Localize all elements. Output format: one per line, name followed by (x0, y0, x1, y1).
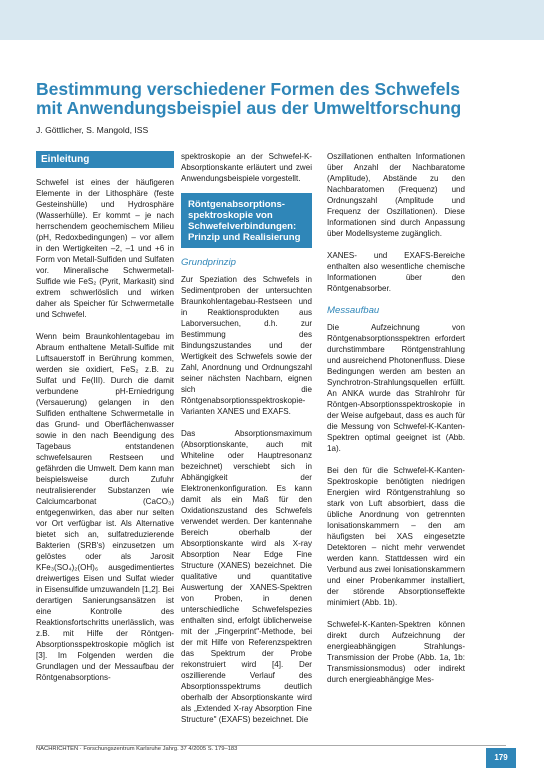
section-heading-line: Prinzip und Realisierung (188, 232, 301, 243)
paragraph: XANES- und EXAFS-Bereiche enthalten also wesentliche chemische Informationen über den Röntgenabsorber. (327, 251, 465, 293)
authors: J. Göttlicher, S. Mangold, ISS (36, 125, 149, 135)
footer-citation: NACHRICHTEN · Forschungszentrum Karlsruhe Jahrg. 37 4/2005 S. 179–183 (36, 746, 238, 752)
paragraph: Oszillationen enthalten Informationen über Anzahl der Nachbaratome (Amplitude), Abstände zu den Nachbaratomen (Frequenz) und Ordnungszahl (Amplitude und Frequenz der Oszillationen). Diese Informationen sind durch Anpassung über Modellsysteme zugänglich. (327, 152, 465, 238)
paragraph: Das Absorptionsmaximum (Absorptionskante, auch mit Whiteline oder Hauptresonanz bezeichnet) verschiebt sich in Abhängigkeit der Elektronenkonfiguration. Es kann damit als ein Maß für den Oxidationszustand des Schwefels verwendet werden. Der kantennahe Bereich oberhalb der Absorptionskante wird als X-ray Absorption Near Edge Fine Structure (XANES) bezeichnet. Die qualitative und quantitative Auswertung der XANES-Spektren von Proben, in denen unterschiedliche Schwefelspezies enthalten sind, erfolgt üblicherweise mit der „Fingerprint"-Methode, bei der mit Hilfe von Referenzspektren das Spektrum der Probe rekonstruiert wird [4]. Der oszillierende Verlauf des Absorptionsspektrums deutlich oberhalb der Absorptionskante wird als „Extended X-ray Absorption Fine Structure" (EXAFS) bezeichnet. Die (181, 429, 312, 724)
section-heading-line: Röntgenabsorptions- (188, 199, 285, 210)
section-heading-einleitung: Einleitung (36, 151, 174, 168)
paragraph: Wenn beim Braunkohlentagebau im Abraum enthaltene Metall-Sulfide mit Luftsauerstoff in Berührung kommen, werden sie oxidiert, FeS₂ z.B. zu Sulfat und Fe(III). Durch die damit verbundene pH-Erniedrigung (Versauerung) gelangen in den Sulfiden enthaltene Schwermetalle in das Grund- und Oberflächenwasser sowie in den nach Beendigung des Tagebaus entstandenen schwefelsauren Restseen und gefährden die Umwelt. Dem kann man beispielsweise durch Zufuhr neutralisierender Substanzen wie Calciumcarbonat (CaCO₃) entgegenwirken, das aber nur selten vor Ort verfügbar ist. Als Alternative bietet sich an, sulfatreduzierende Bakterien (SRB's) einzusetzen um gelöstes oder als Jarosit KFe₃(SO₄)₂(OH)₆ ausgedimentiertes dreiwertiges Eisen und Sulfat wieder in Eisensulfide umzuwandeln [1,2]. Bei derartigen Sanierungsansätzen ist eine Kontrolle des Reaktionsfortschritts unerlässlich, was z.B. mit Hilfe der Röntgen-Absorptionsspektroskopie möglich ist [3]. Im Folgenden werden die Grundlagen und der Messaufbau der Röntgenabsorptions- (36, 332, 174, 682)
section-heading-line: spektroskopie von (188, 210, 273, 221)
section-heading-roentgenabsorption (181, 193, 312, 248)
paragraph: Die Aufzeichnung von Röntgenabsorptionsspektren erfordert durchstimmbare Röntgenstrahlung und ausreichend Photonenfluss. Diese Bedingungen werden am besten an Synchrotron-Strahlungsquellen erfüllt. An ANKA wurde das Strahlrohr für Röntgen-Absorptionsspektroskopie in der Weise aufgebaut, dass es auch für die Messung von Schwefel-K-Kanten-Spektren optimal geeignet ist (Abb. 1a). (327, 323, 465, 453)
paragraph: Bei den für die Schwefel-K-Kanten-Spektroskopie benötigten niedrigen Energien wird Röntgenstrahlung so stark von Luft absorbiert, dass die übliche Anordnung von getrennten Ionisationskammern – den am häufigsten bei XAS eingesetzte Detektoren – nicht mehr verwendet werden kann. Stattdessen wird ein Verbund aus zwei Ionisationskammern und einer Probenkammer installiert, der störende Absorptionseffekte minimiert (Abb. 1b). (327, 466, 465, 607)
header-band (0, 0, 544, 40)
article-title (36, 80, 516, 118)
paragraph: Schwefel ist eines der häufigeren Elemente in der Lithosphäre (feste Gesteinshülle) und Hydrosphäre (Wasserhülle). Er kommt – je nach herrschendem geochemischem Milieu (pH, Redoxbedingungen) – vor allem in den Wertigkeiten –2, –1 und +6 in Form von Metall-Sulfiden und Sulfaten vor. Mineralische Schwermetall-Sulfide wie FeS₂ (Pyrit, Markasit) sind extrem schwerlöslich und wirken daher als Speicher für Schwermetalle und Schwefel. (36, 178, 174, 319)
column-2 (181, 151, 312, 725)
section-heading-line: Schwefelverbindungen: (188, 221, 297, 232)
column-1 (36, 151, 174, 683)
column-3 (327, 151, 465, 685)
paragraph: Zur Speziation des Schwefels in Sedimentproben der untersuchten Braunkohlentagebau-Restseen und in Reaktionsprodukten aus Laborversuchen, d.h. zur Bestimmung des Bindungszustandes und der Wertigkeit des Schwefels sowie der Zahl, Anordnung und Ordnungszahl seiner nächsten Nachbarn, eignen sich die Röntgenabsorptionsspektroskopie-Varianten XANES und EXAFS. (181, 275, 312, 416)
subheading-grundprinzip: Grundprinzip (181, 257, 236, 268)
title-line-2: mit Anwendungsbeispiel aus der Umweltforschung (36, 98, 462, 118)
subheading-messaufbau: Messaufbau (327, 305, 380, 316)
title-line-1: Bestimmung verschiedener Formen des Schwefels (36, 79, 461, 99)
paragraph: spektroskopie an der Schwefel-K-Absorptionskante erläutert und zwei Anwendungsbeispiele vorgestellt. (181, 152, 312, 183)
paragraph: Schwefel-K-Kanten-Spektren können direkt durch Aufzeichnung der energieabhängigen Strahlungs-Transmission der Probe (Abb. 1a, 1b: Transmissionsmodus) oder indirekt durch energieabhängige Mes- (327, 620, 465, 684)
page-number: 179 (486, 748, 516, 768)
